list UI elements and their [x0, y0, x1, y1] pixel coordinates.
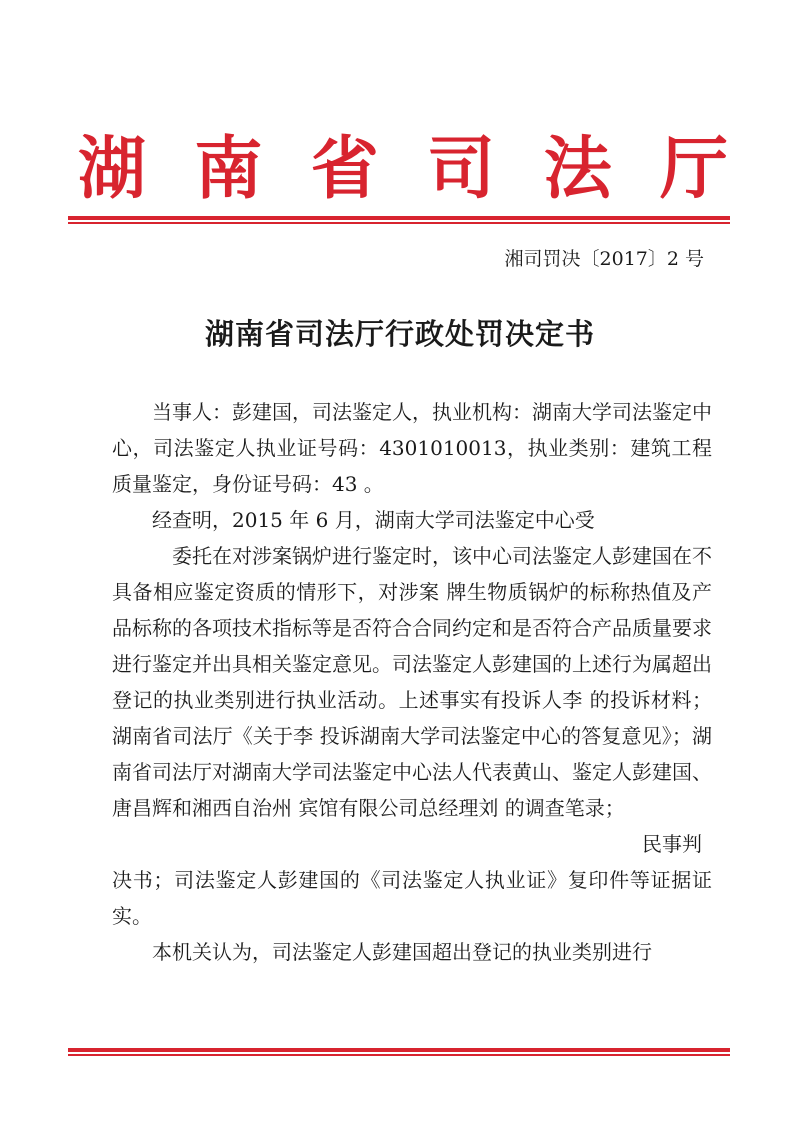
letterhead-title [78, 130, 728, 210]
letterhead-char: 厅 [659, 130, 728, 209]
conclusion-paragraph: 本机关认为，司法鉴定人彭建国超出登记的执业类别进行 [152, 940, 652, 964]
header-divider-thin [68, 222, 730, 224]
facts-paragraph: 委托在对涉案锅炉进行鉴定时，该中心司法鉴定人彭建国在不具备相应鉴定资质的情形下，对涉案 牌生物质锅炉的标称热值及产品标称的各项技术指标等是否符合合同约定和是否符合产品质量要求进行鉴定并出具相关鉴定意见。司法鉴定人彭建国的上述行为属超出登记的执业类别进行执业活动。上述事实有投诉人李 的投诉材料；湖南省司法厅《关于李 投诉湖南大学司法鉴定中心的答复意见》；湖南省司法厅对湖南大学司法鉴定中心法人代表黄山、鉴定人彭建国、唐昌辉和湘西自治州 宾馆有限公司总经理刘 的调查笔录； [112, 544, 712, 820]
letterhead-char: 省 [310, 130, 379, 209]
findings-paragraph: 经查明，2015 年 6 月，湖南大学司法鉴定中心受 [152, 508, 595, 532]
document-body [112, 394, 712, 970]
document-number: 湘司罚决〔2017〕2 号 [504, 248, 704, 270]
evidence-paragraph: 决书；司法鉴定人彭建国的《司法鉴定人执业证》复印件等证据证实。 [112, 868, 712, 928]
party-paragraph: 当事人：彭建国，司法鉴定人，执业机构：湖南大学司法鉴定中心，司法鉴定人执业证号码：4301010013，执业类别：建筑工程质量鉴定，身份证号码：43 。 [112, 400, 712, 496]
judgment-line: 民事判 [642, 832, 702, 856]
header-divider-thick [68, 216, 730, 220]
letterhead-char: 湖 [78, 130, 147, 209]
letterhead-char: 司 [427, 130, 496, 209]
letterhead-char: 南 [194, 130, 263, 209]
document-title: 湖南省司法厅行政处罚决定书 [204, 317, 595, 351]
footer-divider-thick [68, 1048, 730, 1052]
footer-divider-thin [68, 1054, 730, 1056]
letterhead-char: 法 [543, 130, 612, 209]
